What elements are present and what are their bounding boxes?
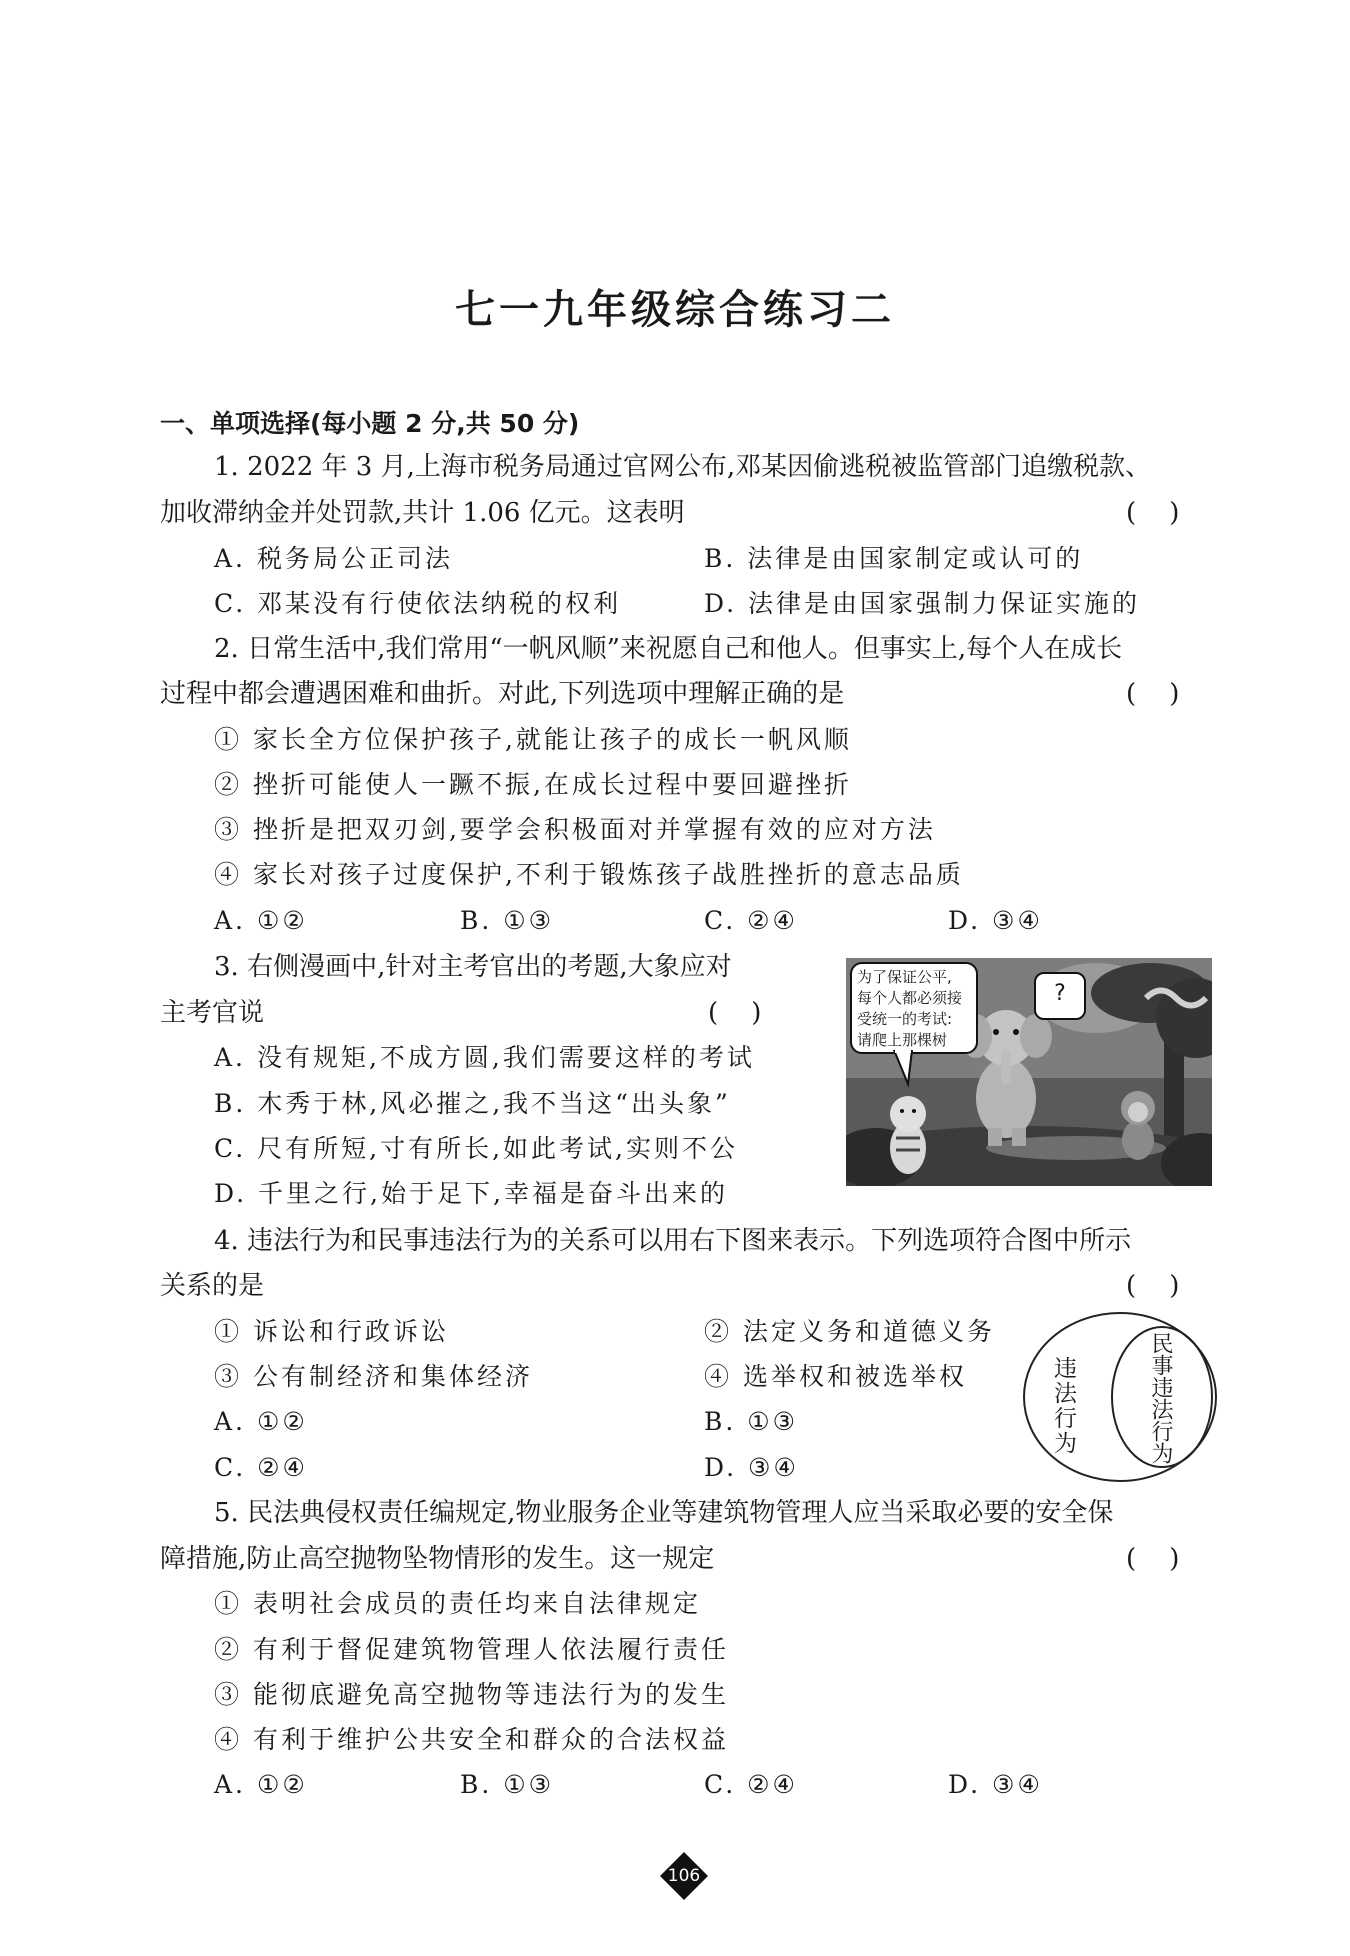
q1-option-a: A. 税务局公正司法	[214, 544, 453, 573]
speech-bubble-tail	[886, 1050, 926, 1090]
q1-stem-line1: 1. 2022 年 3 月,上海市税务局通过官网公布,邓某因偷逃税被监管部门追缴税款、	[214, 452, 1152, 482]
q4-option-b: B. ①③	[704, 1407, 799, 1436]
q4-statement-1: ① 诉讼和行政诉讼	[214, 1317, 449, 1346]
q2-option-b: B. ①③	[460, 906, 555, 935]
q1-answer-paren: ( )	[1126, 498, 1180, 528]
q5-option-d: D. ③④	[948, 1770, 1043, 1799]
q4-answer-paren: ( )	[1126, 1271, 1180, 1301]
q2-answer-paren: ( )	[1126, 679, 1180, 709]
q3-stem-line2: 主考官说	[160, 998, 265, 1028]
q3-option-c: C. 尺有所短,寸有所长,如此考试,实则不公	[214, 1134, 738, 1163]
venn-inner-label: 民事违法行为	[1148, 1332, 1173, 1464]
q3-option-a: A. 没有规矩,不成方圆,我们需要这样的考试	[214, 1043, 755, 1072]
q2-option-d: D. ③④	[948, 906, 1043, 935]
q5-statement-4: ④ 有利于维护公共安全和群众的合法权益	[214, 1725, 729, 1754]
q3-stem-line1: 3. 右侧漫画中,针对主考官出的考题,大象应对	[214, 952, 732, 982]
speech-line-4: 请爬上那棵树	[857, 1031, 948, 1049]
q2-stem-line2: 过程中都会遭遇困难和曲折。对此,下列选项中理解正确的是	[160, 679, 845, 709]
page-number-badge	[658, 1850, 710, 1902]
q2-stem-line1: 2. 日常生活中,我们常用“一帆风顺”来祝愿自己和他人。但事实上,每个人在成长	[214, 634, 1123, 664]
q4-option-c: C. ②④	[214, 1453, 308, 1482]
q2-option-a: A. ①②	[214, 906, 308, 935]
venn-outer-label: 违法行为	[1050, 1356, 1076, 1456]
speech-line-1: 为了保证公平,	[857, 968, 952, 986]
q1-option-c: C. 邓某没有行使依法纳税的权利	[214, 589, 622, 618]
q5-stem-line2: 障措施,防止高空抛物坠物情形的发生。这一规定	[160, 1544, 715, 1574]
q5-option-c: C. ②④	[704, 1770, 798, 1799]
section-heading: 一、单项选择(每小题 2 分,共 50 分)	[160, 409, 580, 438]
cartoon-illustration	[846, 958, 1212, 1186]
q5-option-b: B. ①③	[460, 1770, 555, 1799]
q5-stem-line1: 5. 民法典侵权责任编规定,物业服务企业等建筑物管理人应当采取必要的安全保	[214, 1498, 1114, 1528]
speech-line-3: 受统一的考试:	[857, 1010, 953, 1028]
page-title: 七一九年级综合练习二	[455, 287, 895, 333]
q5-answer-paren: ( )	[1126, 1544, 1180, 1574]
speech-line-2: 每个人都必须接	[857, 989, 963, 1007]
q2-statement-4: ④ 家长对孩子过度保护,不利于锻炼孩子战胜挫折的意志品质	[214, 860, 964, 889]
tiger-figure	[890, 1096, 926, 1174]
q5-statement-3: ③ 能彻底避免高空抛物等违法行为的发生	[214, 1680, 729, 1709]
q4-statement-3: ③ 公有制经济和集体经济	[214, 1362, 533, 1391]
q3-option-b: B. 木秀于林,风必摧之,我不当这“出头象”	[214, 1089, 731, 1118]
venn-diagram	[1020, 1310, 1220, 1485]
q3-option-d: D. 千里之行,始于足下,幸福是奋斗出来的	[214, 1179, 728, 1208]
q2-statement-3: ③ 挫折是把双刃剑,要学会积极面对并掌握有效的应对方法	[214, 815, 936, 844]
q2-statement-2: ② 挫折可能使人一蹶不振,在成长过程中要回避挫折	[214, 770, 852, 799]
q4-statement-4: ④ 选举权和被选举权	[704, 1362, 967, 1391]
q2-option-c: C. ②④	[704, 906, 798, 935]
question-bubble	[1034, 972, 1086, 1020]
q1-option-b: B. 法律是由国家制定或认可的	[704, 544, 1084, 573]
q5-statement-1: ① 表明社会成员的责任均来自法律规定	[214, 1589, 701, 1618]
speech-bubble	[850, 962, 978, 1054]
q4-statement-2: ② 法定义务和道德义务	[704, 1317, 995, 1346]
page-number: 106	[667, 1866, 701, 1886]
q3-answer-paren: ( )	[708, 998, 762, 1028]
q5-option-a: A. ①②	[214, 1770, 308, 1799]
q4-stem-line1: 4. 违法行为和民事违法行为的关系可以用右下图来表示。下列选项符合图中所示	[214, 1226, 1132, 1256]
q5-statement-2: ② 有利于督促建筑物管理人依法履行责任	[214, 1635, 729, 1664]
q4-stem-line2: 关系的是	[160, 1271, 265, 1301]
q4-option-a: A. ①②	[214, 1407, 308, 1436]
question-mark: ?	[1054, 981, 1066, 1006]
q1-option-d: D. 法律是由国家强制力保证实施的	[704, 589, 1141, 618]
q4-option-d: D. ③④	[704, 1453, 799, 1482]
q1-stem-line2: 加收滞纳金并处罚款,共计 1.06 亿元。这表明	[160, 498, 685, 528]
q2-statement-1: ① 家长全方位保护孩子,就能让孩子的成长一帆风顺	[214, 725, 852, 754]
